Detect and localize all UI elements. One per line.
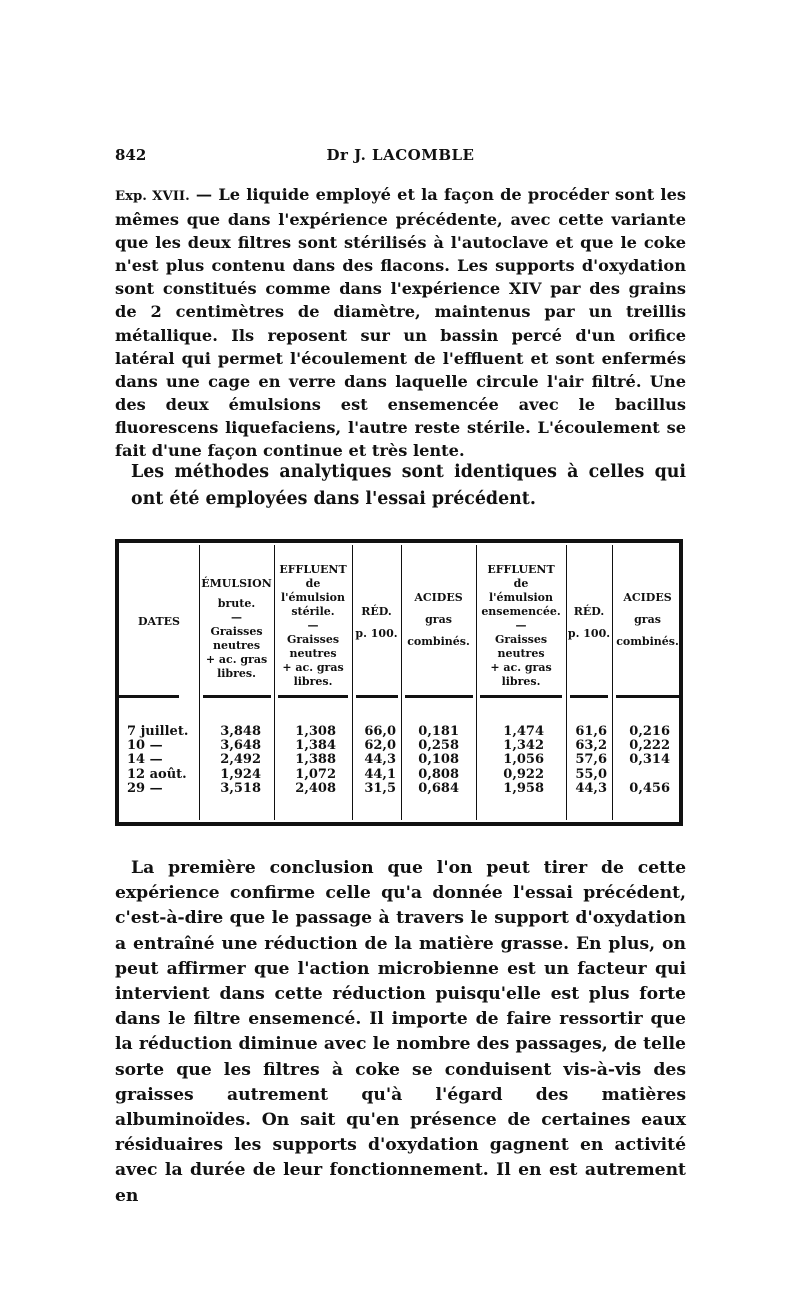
table-cell: 1,924: [220, 766, 261, 782]
header-rule: [570, 695, 608, 698]
table-cell: 12 août.: [127, 766, 187, 782]
table-cell: 0,684: [418, 780, 459, 796]
table-cell: 63,2: [575, 738, 607, 754]
table-cell: 44,3: [364, 752, 396, 768]
emulsion-column: [199, 725, 261, 796]
table-cell: 10 —: [127, 738, 163, 754]
table-cell: 0,922: [503, 766, 544, 782]
header-rule: [203, 695, 271, 698]
experiment-label: Exp. XVII.: [115, 189, 190, 204]
header-rule: [616, 695, 682, 698]
acides-2-column: [612, 725, 670, 796]
table-cell: 1,474: [503, 724, 544, 739]
paragraph-methods: Les méthodes analytiques sont identiques à celles qui ont été employées dans l'essai précédent.: [131, 462, 686, 509]
paragraph-conclusion: [115, 856, 686, 1209]
table-cell: 0,108: [418, 752, 459, 768]
col-header-dates: DATES: [138, 615, 180, 628]
table-cell: 0,456: [629, 780, 670, 796]
header-rule: [356, 695, 398, 698]
table-cell: 31,5: [364, 780, 396, 796]
dates-column: [127, 725, 199, 796]
table-cell: 0,181: [418, 724, 459, 739]
table-cell: 1,388: [295, 752, 336, 768]
table-cell: 1,072: [295, 766, 336, 782]
table-cell: 61,6: [575, 724, 607, 739]
col-header-effluent-sterile: EFFLUENT de l'émulsion stérile. — Graisses neutres + ac. gras libres.: [279, 563, 347, 688]
col-header-reduction-2: RÉD. p. 100.: [567, 605, 611, 640]
table-cell: 3,848: [220, 724, 261, 739]
paragraph-1-text: — Le liquide employé et la façon de procéder sont les mêmes que dans l'expérience précédente, avec cette variante que les deux filtres sont stérilisés à l'autoclave et que le coke n'est plus contenu dans des flacons. Les supports d'oxydation sont constitués comme dans l'expérience XIV par des grains de 2 centimètres de diamètre, maintenus par un treillis métallique. Ils reposent sur un bassin percé d'un orifice latéral qui permet l'écoulement de l'effluent et sont enfermés dans une cage en verre dans laquelle circule l'air filtré. Une des deux émulsions est ensemencée avec le bacillus fluorescens liquefaciens, l'autre reste stérile. L'écoulement se fait d'une façon continue et très lente.: [115, 185, 686, 461]
table-cell: 44,3: [575, 780, 607, 796]
table-cell: 3,518: [220, 780, 261, 796]
table-cell: 1,342: [503, 738, 544, 754]
header-rule: [405, 695, 473, 698]
table-cell: 1,384: [295, 738, 336, 754]
header-rule: [480, 695, 562, 698]
acides-1-column: [401, 725, 459, 796]
table-cell: 2,408: [295, 780, 336, 796]
table-cell: 66,0: [364, 724, 396, 739]
reduction-2-column: [566, 725, 607, 796]
table-cell: 0,222: [629, 738, 670, 754]
table-cell: 55,0: [575, 766, 607, 782]
table-cell: 7 juillet.: [127, 724, 189, 739]
page-header: [115, 146, 686, 170]
table-cell: 1,056: [503, 752, 544, 768]
col-header-emulsion: ÉMULSION brute. — Graisses neutres + ac. gras libres.: [201, 577, 272, 680]
table-cell: 0,314: [629, 752, 670, 768]
col-header-acides-2: ACIDES gras combinés.: [616, 591, 679, 648]
page-number: 842: [115, 146, 147, 164]
col-header-acides-1: ACIDES gras combinés.: [407, 591, 470, 648]
reduction-1-column: [352, 725, 396, 796]
col-header-effluent-ensemence: EFFLUENT de l'émulsion ensemencée. — Graisses neutres + ac. gras libres.: [481, 563, 561, 688]
paragraph-3-text: La première conclusion que l'on peut tirer de cette expérience confirme celle qu'a donnée l'essai précédent, c'est-à-dire que le passage à travers le support d'oxydation a entraîné une réduction de la matière grasse. En plus, on peut affirmer que l'action microbienne est un facteur qui intervient dans cette réduction puisqu'elle est plus forte dans le filtre ensemencé. Il importe de faire ressortir que la réduction diminue avec le nombre des passages, de telle sorte que les filtres à coke se conduisent vis-à-vis des graisses autrement qu'à l'égard des matières albuminoïdes. On sait qu'en présence de certaines eaux résiduaires les supports d'oxydation gagnent en activité avec la durée de leur fonctionnement. Il en est autrement en: [115, 858, 686, 1206]
table-cell: 0,216: [629, 724, 670, 739]
table-cell: 62,0: [364, 738, 396, 754]
header-rule: [119, 695, 179, 698]
table-cell: 2,492: [220, 752, 261, 768]
running-title: Dr J. LACOMBLE: [326, 146, 475, 164]
table-cell: 0,808: [418, 766, 459, 782]
table-cell: 44,1: [364, 766, 396, 782]
effluent-sterile-column: [274, 725, 336, 796]
effluent-ensemence-column: [476, 725, 544, 796]
table-cell: 0,258: [418, 738, 459, 754]
table-cell: 3,648: [220, 738, 261, 754]
table-cell: 14 —: [127, 752, 163, 768]
table-cell: [612, 768, 670, 782]
table-cell: 1,958: [503, 780, 544, 796]
results-table: [115, 539, 683, 826]
col-header-reduction-1: RÉD. p. 100.: [355, 605, 398, 640]
table-cell: 1,308: [295, 724, 336, 739]
header-rule: [278, 695, 348, 698]
table-cell: 57,6: [575, 752, 607, 768]
paragraph-exp-xvii: [115, 183, 686, 462]
table-cell: 29 —: [127, 780, 163, 796]
